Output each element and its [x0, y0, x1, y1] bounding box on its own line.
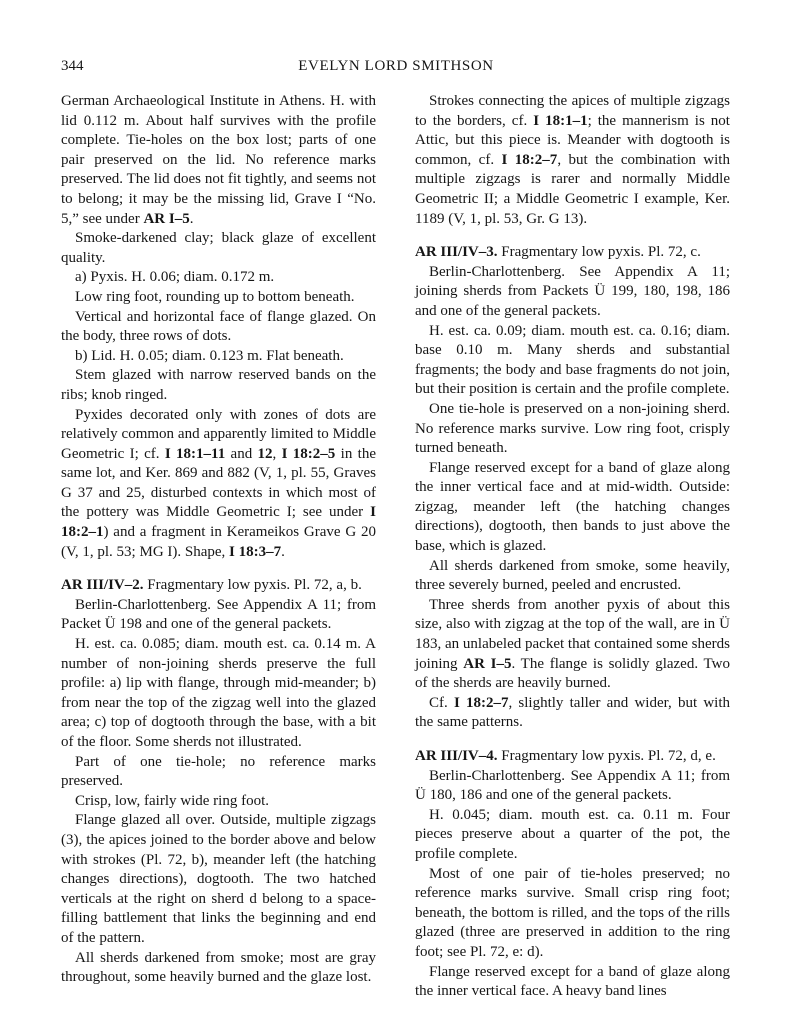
cross-reference: I 18:2–5: [281, 445, 336, 462]
paragraph: German Archaeological Institute in Athens. H. with lid 0.112 m. About half survives with the profile complete. Tie-holes on the box lost; parts of one pair preserved on the lid. No reference marks preserved. The lid does not fit tightly, and seems not to belong; it may be the missing lid, Grave I “No. 5,” see under AR I–5.: [61, 93, 376, 227]
paragraph: Cf. I 18:2–7, slightly taller and wider, but with the same patterns.: [415, 694, 730, 731]
paragraph: Flange glazed all over. Outside, multiple zigzags (3), the apices joined to the border above and below with strokes (Pl. 72, b), meander left (the hatching changes directions), dogtooth. The two hatched verticals at the right on sherd d belong to a space-filling battlement that links the beginning and end of the pattern.: [61, 812, 376, 946]
paragraph: Berlin-Charlottenberg. See Appendix A 11; from Packet Ü 198 and one of the general packets.: [61, 596, 376, 633]
cross-reference: I 18:1–1: [533, 112, 588, 129]
left-column: [61, 92, 376, 988]
catalog-entry-heading: AR III/IV–3. Fragmentary low pyxis. Pl. 72, c.: [415, 244, 701, 261]
paragraph: H. est. ca. 0.09; diam. mouth est. ca. 0.16; diam. base 0.10 m. Many sherds and substantial fragments; the body and base fragments do not join, but their position is certain and the profile complete.: [415, 322, 730, 398]
catalog-entry-heading: AR III/IV–4. Fragmentary low pyxis. Pl. 72, d, e.: [415, 748, 716, 764]
paragraph: Pyxides decorated only with zones of dots are relatively common and apparently limited to Middle Geometric I; cf. I 18:1–11 and 12, I 18:2–5 in the same lot, and Ker. 869 and 882 (V, 1, pl. 55, Graves G 37 and 25, disturbed contexts in which most of the pottery was Middle Geometric I; see under I 18:2–1) and a fragment in Kerameikos Grave G 20 (V, 1, pl. 53; MG I). Shape, I 18:3–7.: [61, 406, 376, 560]
cross-reference: I 18:1–11: [164, 445, 226, 462]
cross-reference: AR I–5: [463, 655, 512, 672]
paragraph: H. 0.045; diam. mouth est. ca. 0.11 m. Four pieces preserve about a quarter of the pot, the profile complete.: [415, 806, 730, 862]
paragraph: Vertical and horizontal face of flange glazed. On the body, three rows of dots.: [61, 308, 376, 345]
catalog-entry-title: AR III/IV–3.: [415, 244, 498, 261]
page-number: 344: [61, 58, 84, 74]
running-head: EVELYN LORD SMITHSON: [298, 58, 494, 74]
paragraph: Strokes connecting the apices of multiple zigzags to the borders, cf. I 18:1–1; the mannerism is not Attic, but this piece is. Meander with dogtooth is common, cf. I 18:2–7, but the combination with multiple zigzags is rarer and normally Middle Geometric II; a Middle Geometric I example, Ker. 1189 (V, 1, pl. 53, Gr. G 13).: [415, 93, 730, 227]
paragraph: a) Pyxis. H. 0.06; diam. 0.172 m.: [75, 269, 275, 286]
catalog-entry-title: AR III/IV–4.: [415, 748, 498, 764]
paragraph: b) Lid. H. 0.05; diam. 0.123 m. Flat beneath.: [75, 347, 344, 364]
catalog-entry-title: AR III/IV–2.: [61, 577, 144, 594]
paragraph: One tie-hole is preserved on a non-joining sherd. No reference marks survive. Low ring foot, crisply turned beneath.: [415, 400, 730, 457]
cross-reference: I 18:3–7: [229, 543, 282, 560]
catalog-entry-heading: AR III/IV–2. Fragmentary low pyxis. Pl. 72, a, b.: [61, 577, 362, 594]
paragraph: Flange reserved except for a band of glaze along the inner vertical face and at mid-width. Outside: zigzag, meander left (the hatching changes directions), dogtooth, then bands to just above the base, which is glazed.: [415, 459, 730, 555]
paragraph: Low ring foot, rounding up to bottom beneath.: [75, 288, 355, 305]
cross-reference: I 18:2–7: [501, 151, 558, 168]
paragraph: Crisp, low, fairly wide ring foot.: [75, 792, 269, 809]
paragraph: Most of one pair of tie-holes preserved; no reference marks survive. Small crisp ring foot; beneath, the bottom is rilled, and the tops of the rills glazed (three are preserved in addition to the ring foot; see Pl. 72, e: d).: [415, 865, 730, 960]
paragraph: Part of one tie-hole; no reference marks preserved.: [61, 753, 376, 790]
paragraph: H. est. ca. 0.085; diam. mouth est. ca. 0.14 m. A number of non-joining sherds preserve the full profile: a) lip with flange, through mid-meander; b) from near the top of the zigzag well into the glazed area; c) top of dogtooth through the base, with a bit of the floor. Some sherds not illustrated.: [61, 636, 376, 750]
cross-reference: I 18:2–1: [61, 504, 376, 541]
cross-reference: AR I–5: [143, 210, 190, 227]
paragraph: Berlin-Charlottenberg. See Appendix A 11; joining sherds from Packets Ü 199, 180, 198, 186 and one of the general packets.: [415, 263, 730, 319]
paragraph: All sherds darkened from smoke; most are gray throughout, some heavily burned and the glaze lost.: [61, 949, 376, 986]
paragraph: Stem glazed with narrow reserved bands on the ribs; knob ringed.: [61, 367, 376, 403]
paragraph: All sherds darkened from smoke, some heavily, three severely burned, peeled and encrusted.: [415, 557, 730, 594]
cross-reference: 12: [257, 445, 273, 462]
paragraph: Smoke-darkened clay; black glaze of excellent quality.: [61, 230, 376, 266]
right-column: [415, 92, 730, 1002]
paragraph: Three sherds from another pyxis of about this size, also with zigzag at the top of the wall, are in Ü 183, an unlabeled packet that contained some sherds joining AR I–5. The flange is solidly glazed. Two of the sherds are heavily burned.: [415, 596, 730, 692]
paragraph: Berlin-Charlottenberg. See Appendix A 11; from Ü 180, 186 and one of the general packets.: [415, 767, 730, 804]
cross-reference: I 18:2–7: [453, 694, 509, 711]
paragraph: Flange reserved except for a band of glaze along the inner vertical face. A heavy band lines: [415, 963, 730, 1000]
